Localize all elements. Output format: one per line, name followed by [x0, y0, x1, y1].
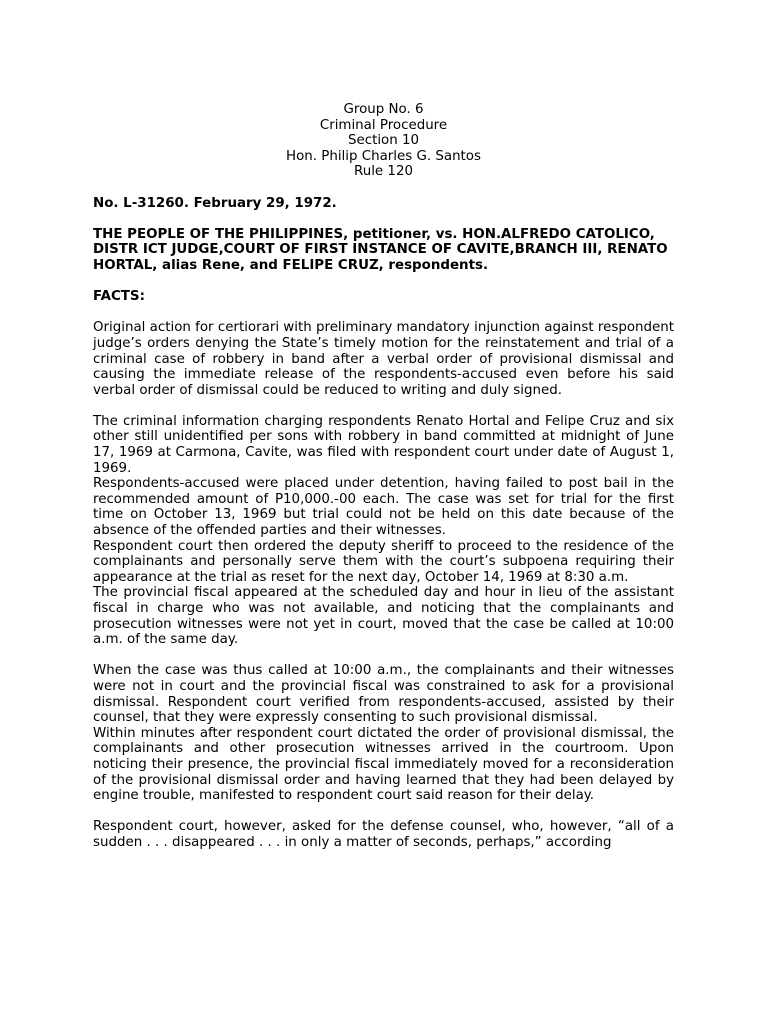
facts-heading: FACTS: — [93, 289, 145, 305]
document-page — [93, 102, 674, 851]
header-rule: Rule 120 — [354, 164, 413, 180]
facts-paragraph: Within minutes after respondent court dictated the order of provisional dismissal, the complainants and other prosecution witnesses arrived in the courtroom. Upon noticing their presence, the provincial fiscal immediately moved for a reconsideration of the provisional dismissal order and having learned that they had been delayed by engine trouble, manifested to respondent court said reason for their delay. — [93, 725, 674, 804]
header-instructor: Hon. Philip Charles G. Santos — [286, 148, 481, 164]
facts-paragraph: The criminal information charging respondents Renato Hortal and Felipe Cruz and six other still unidentified per sons with robbery in band committed at midnight of June 17, 1969 at Carmona, Cavite, was filed with respondent court under date of August 1, 1969. — [93, 413, 674, 476]
case-parties: THE PEOPLE OF THE PHILIPPINES, petitioner, vs. HON.ALFREDO CATOLICO, DISTR ICT JUDGE,COURT OF FIRST INSTANCE OF CAVITE,BRANCH III, RENATO HORTAL, alias Rene, and FELIPE CRUZ, respondents. — [93, 226, 668, 273]
facts-paragraph: Respondent court then ordered the deputy sheriff to proceed to the residence of the complainants and personally serve them with the court’s subpoena requiring their appearance at the trial as reset for the next day, October 14, 1969 at 8:30 a.m. — [93, 538, 674, 585]
facts-paragraph: The provincial fiscal appeared at the scheduled day and hour in lieu of the assistant fiscal in charge who was not available, and noticing that the complainants and prosecution witnesses were not yet in court, moved that the case be called at 10:00 a.m. of the same day. — [93, 585, 674, 648]
case-number: No. L-31260. February 29, 1972. — [93, 195, 337, 211]
header-subject: Criminal Procedure — [319, 117, 448, 133]
document-header — [93, 102, 674, 180]
facts-paragraph: Respondent court, however, asked for the defense counsel, who, however, “all of a sudden . . . disappeared . . . in only a matter of seconds, perhaps,” according — [93, 819, 674, 850]
header-section: Section 10 — [347, 133, 420, 149]
header-group: Group No. 6 — [343, 102, 424, 117]
facts-paragraph: When the case was thus called at 10:00 a.m., the complainants and their witnesses were not in court and the provincial fiscal was constrained to ask for a provisional dismissal. Respondent court verified from respondents-accused, assisted by their counsel, that they were expressly consenting to such provisional dismissal. — [93, 663, 674, 726]
facts-paragraph: Respondents-accused were placed under detention, having failed to post bail in the recommended amount of P10,000.-00 each. The case was set for trial for the first time on October 13, 1969 but trial could not be held on this date because of the absence of the offended parties and their witnesses. — [93, 476, 674, 539]
facts-paragraph: Original action for certiorari with preliminary mandatory injunction against respondent judge’s orders denying the State’s timely motion for the reinstatement and trial of a criminal case of robbery in band after a verbal order of provisional dismissal and causing the immediate release of the respondents-accused even before his said verbal order of dismissal could be reduced to writing and duly signed. — [93, 320, 674, 398]
